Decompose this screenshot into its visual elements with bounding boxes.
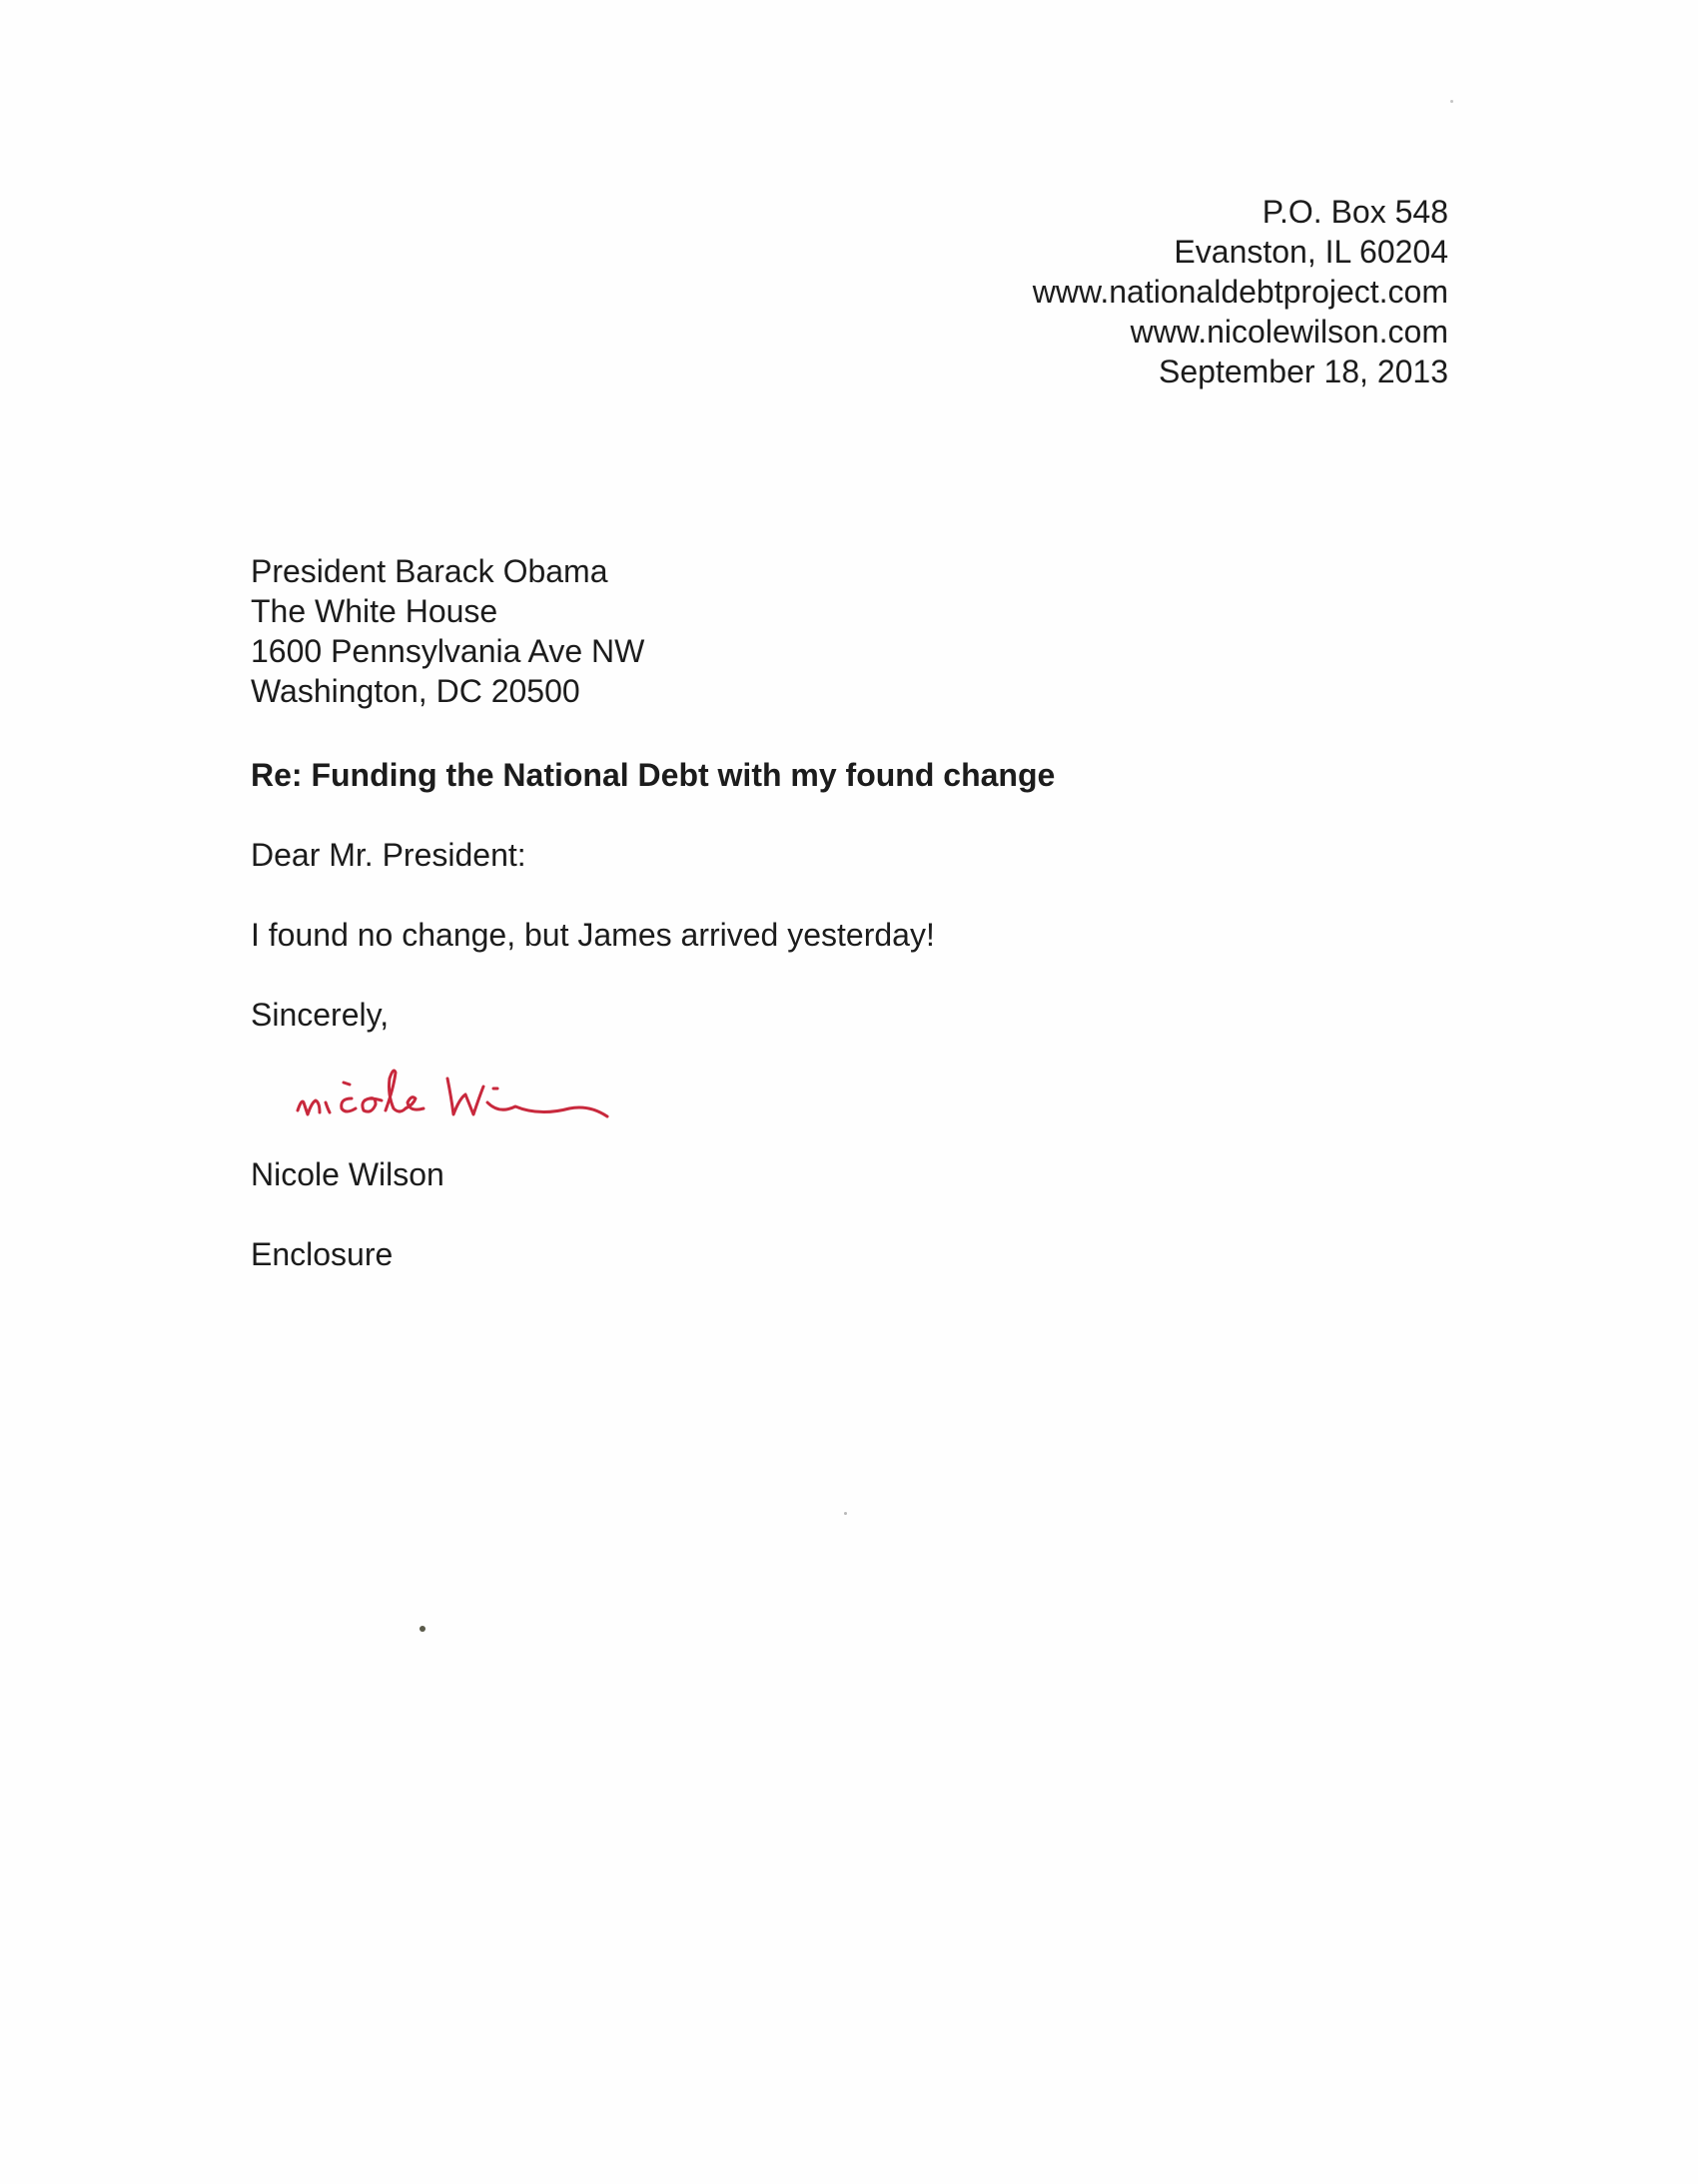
- sender-website-national-debt: www.nationaldebtproject.com: [1032, 274, 1448, 310]
- paper-speck: [844, 1512, 847, 1515]
- recipient-organization: The White House: [251, 593, 498, 629]
- closing: Sincerely,: [251, 997, 390, 1033]
- signer-name: Nicole Wilson: [251, 1156, 444, 1192]
- sender-po-box: P.O. Box 548: [1262, 194, 1448, 230]
- subject-line: Re: Funding the National Debt with my found change: [251, 757, 1056, 793]
- sender-website-personal: www.nicolewilson.com: [1130, 314, 1448, 350]
- sender-address-block: [1033, 192, 1448, 391]
- sender-city-state-zip: Evanston, IL 60204: [1174, 234, 1448, 270]
- salutation: Dear Mr. President:: [251, 837, 526, 873]
- recipient-address-block: [251, 551, 644, 711]
- recipient-street: 1600 Pennsylvania Ave NW: [251, 633, 645, 669]
- enclosure-notation: Enclosure: [251, 1236, 394, 1272]
- paper-speck: [1450, 100, 1453, 103]
- letter-date: September 18, 2013: [1159, 354, 1448, 389]
- paper-speck: [420, 1626, 425, 1632]
- recipient-city-state-zip: Washington, DC 20500: [251, 673, 580, 709]
- recipient-name: President Barack Obama: [251, 553, 608, 589]
- letter-body: I found no change, but James arrived yesterday!: [251, 917, 935, 953]
- handwritten-signature: [290, 1059, 619, 1138]
